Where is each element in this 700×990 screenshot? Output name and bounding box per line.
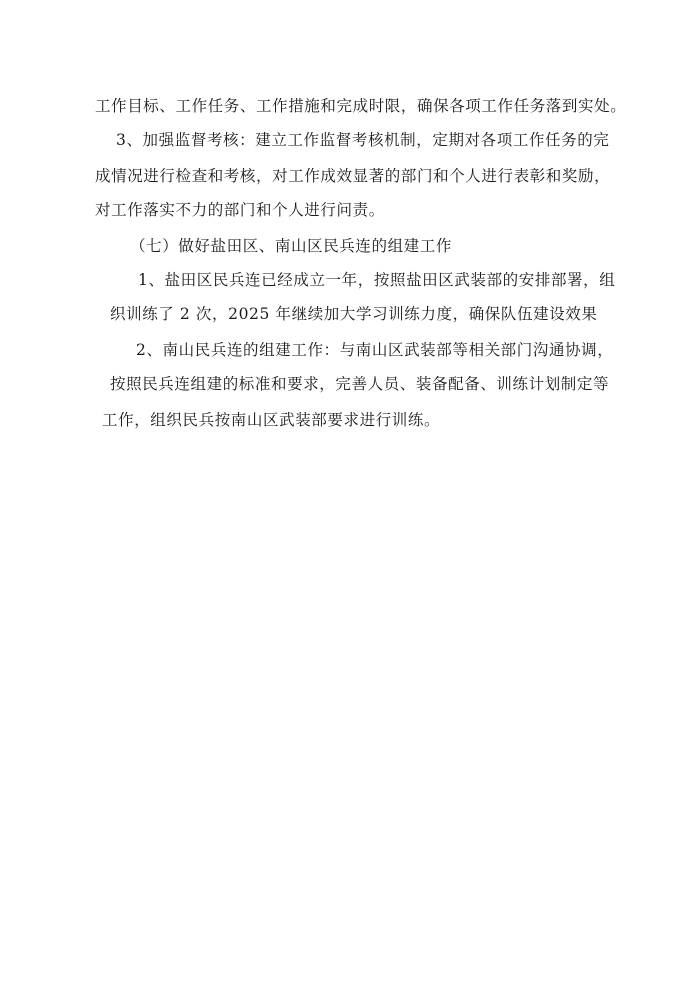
body-line-3: 成情况进行检查和考核，对工作成效显著的部门和个人进行表彰和奖励， bbox=[95, 167, 611, 185]
body-line-4: 对工作落实不力的部门和个人进行问责。 bbox=[95, 201, 385, 219]
body-line-6: 1、盐田区民兵连已经成立一年，按照盐田区武装部的安排部署，组 bbox=[138, 271, 616, 289]
body-line-1: 工作目标、工作任务、工作措施和完成时限，确保各项工作任务落到实处。 bbox=[95, 97, 627, 115]
body-line-10: 工作，组织民兵按南山区武装部要求进行训练。 bbox=[102, 411, 441, 429]
body-line-2: 3、加强监督考核：建立工作监督考核机制，定期对各项工作任务的完 bbox=[116, 131, 610, 149]
body-line-8: 2、南山民兵连的组建工作：与南山区武装部等相关部门沟通协调， bbox=[136, 341, 614, 359]
section-heading: （七）做好盐田区、南山区民兵连的组建工作 bbox=[130, 237, 453, 255]
body-line-9: 按照民兵连组建的标准和要求，完善人员、装备配备、训练计划制定等 bbox=[110, 375, 610, 393]
body-line-7: 织训练了 2 次，2025 年继续加大学习训练力度，确保队伍建设效果 bbox=[110, 305, 598, 323]
